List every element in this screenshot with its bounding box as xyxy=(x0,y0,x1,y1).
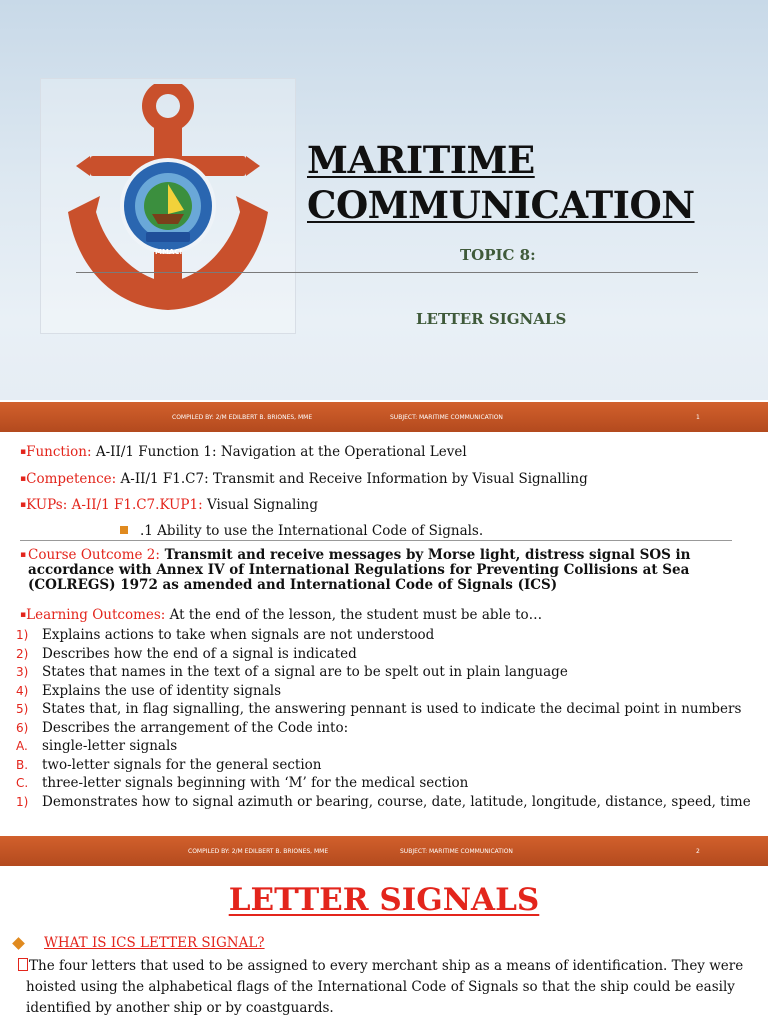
box-bullet-icon xyxy=(18,958,28,971)
question-heading: WHAT IS ICS LETTER SIGNAL? xyxy=(44,935,265,951)
learning-outcomes-line xyxy=(20,607,542,623)
outcome-number: 5) xyxy=(16,702,29,716)
paragraph-line-3: identified by another ship or by coastguards. xyxy=(26,1000,334,1016)
footer-compiled-by: COMPILED BY: 2/M EDILBERT B. BRIONES, MME xyxy=(172,414,313,421)
footer-compiled-by: COMPILED BY: 2/M EDILBERT B. BRIONES, MME xyxy=(188,848,329,855)
outcome-text: three-letter signals beginning with ‘M’ for the medical section xyxy=(42,775,469,791)
outcome-item xyxy=(16,627,434,643)
slide-footer-1 xyxy=(0,402,768,432)
outcome-number: 3) xyxy=(16,665,29,679)
topic-label: TOPIC 8: xyxy=(460,246,536,264)
outcome-number: 6) xyxy=(16,721,29,735)
outcome-item xyxy=(16,775,468,791)
anchor-logo-icon xyxy=(56,84,280,320)
outcome-text: Describes how the end of a signal is indicated xyxy=(42,646,357,662)
outcome-text: States that, in flag signalling, the answering pennant is used to indicate the decimal point in numbers xyxy=(42,701,742,717)
course-outcome-text: Transmit and receive messages by Morse light, distress signal SOS in accordance with Annex IV of International Regulations for Preventing Collisions at Sea (COLREGS) 1972 as amended and International Code of Signals (ICS) xyxy=(28,547,691,593)
outcome-item xyxy=(16,683,281,699)
diamond-bullet-icon xyxy=(12,937,25,950)
kups-text: Visual Signaling xyxy=(206,497,318,513)
outcome-item xyxy=(16,757,321,773)
paragraph-text-1: The four letters that used to be assigned to every merchant ship as a means of identification. They were xyxy=(29,958,744,974)
outcome-item xyxy=(16,646,357,662)
footer-page-number: 1 xyxy=(696,414,700,421)
competence-line xyxy=(20,471,588,487)
outcome-text: Describes the arrangement of the Code into: xyxy=(42,720,349,736)
section-divider xyxy=(20,540,732,541)
outcome-text: Explains actions to take when signals are not understood xyxy=(42,627,435,643)
outcome-text: Explains the use of identity signals xyxy=(42,683,282,699)
bullet-icon: ▪ xyxy=(20,474,27,484)
outcomes-slide xyxy=(0,432,768,838)
function-label: Function: xyxy=(26,444,92,460)
title-line-1: MARITIME xyxy=(307,138,535,182)
outcome-number: 1) xyxy=(16,628,29,642)
bullet-icon: ▪ xyxy=(20,550,27,560)
footer-subject: SUBJECT: MARITIME COMMUNICATION xyxy=(400,848,513,855)
slide-footer-2 xyxy=(0,836,768,866)
outcome-item xyxy=(16,701,741,717)
competence-text: A-II/1 F1.C7: Transmit and Receive Information by Visual Signalling xyxy=(120,471,588,487)
outcome-number: 1) xyxy=(16,795,29,809)
bullet-icon: ▪ xyxy=(20,500,27,510)
logo-text-bottom: MMACI xyxy=(155,248,183,256)
title-divider xyxy=(76,272,698,273)
competence-label: Competence: xyxy=(26,471,117,487)
main-title xyxy=(307,138,695,228)
outcome-number: B. xyxy=(16,758,29,772)
kup-sub-item: .1 Ability to use the International Code of Signals. xyxy=(140,523,484,539)
outcome-item xyxy=(16,738,177,754)
title-slide xyxy=(0,0,768,400)
subtitle: LETTER SIGNALS xyxy=(416,310,567,328)
function-line xyxy=(20,444,467,460)
bullet-icon: ▪ xyxy=(20,610,27,620)
outcome-number: A. xyxy=(16,739,28,753)
definition-paragraph xyxy=(18,956,760,1019)
outcome-item xyxy=(16,794,751,810)
learning-text: At the end of the lesson, the student must be able to… xyxy=(169,607,543,623)
kups-label: KUPs: A-II/1 F1.C7.KUP1: xyxy=(26,497,203,513)
slide-title: LETTER SIGNALS xyxy=(228,882,540,918)
learning-label: Learning Outcomes: xyxy=(26,607,166,623)
outcome-number: C. xyxy=(16,776,29,790)
kups-line xyxy=(20,497,318,513)
course-outcome-label: Course Outcome 2: xyxy=(28,547,160,563)
outcome-text: Demonstrates how to signal azimuth or bearing, course, date, latitude, longitude, distance, speed, time xyxy=(42,794,751,810)
outcome-text: single-letter signals xyxy=(42,738,178,754)
sub-bullet-icon xyxy=(120,526,128,534)
bullet-icon: ▪ xyxy=(20,447,27,457)
outcome-text: two-letter signals for the general section xyxy=(42,757,322,773)
course-outcome xyxy=(20,547,758,593)
outcome-text: States that names in the text of a signal are to be spelt out in plain language xyxy=(42,664,568,680)
paragraph-line-2: hoisted using the alphabetical flags of the International Code of Signals so that the ship could be easily xyxy=(26,979,735,995)
outcome-number: 4) xyxy=(16,684,29,698)
paragraph-line-1 xyxy=(18,956,760,977)
outcome-item xyxy=(16,720,348,736)
function-text: A-II/1 Function 1: Navigation at the Operational Level xyxy=(95,444,467,460)
footer-page-number: 2 xyxy=(696,848,700,855)
title-line-2: COMMUNICATION xyxy=(307,183,695,227)
footer-subject: SUBJECT: MARITIME COMMUNICATION xyxy=(390,414,503,421)
outcome-item xyxy=(16,664,568,680)
outcome-number: 2) xyxy=(16,647,29,661)
letter-signals-slide xyxy=(0,866,768,1024)
